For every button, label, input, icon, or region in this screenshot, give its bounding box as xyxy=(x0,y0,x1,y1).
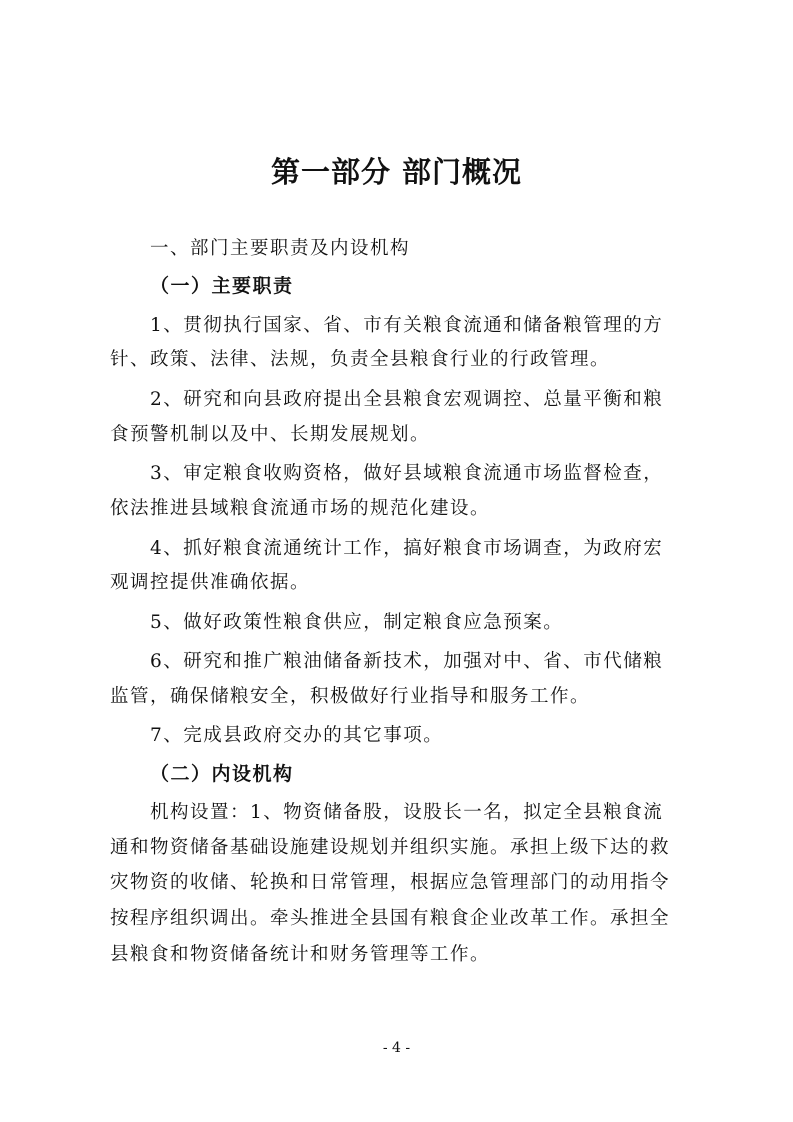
subsection-heading-org: （二）内设机构 xyxy=(150,763,294,785)
duty-6-line-1: 6、研究和推广粮油储备新技术，加强对中、省、市代储粮 xyxy=(150,651,664,672)
subsection-heading-duties: （一）主要职责 xyxy=(150,275,294,297)
duty-2-line-2: 食预警机制以及中、长期发展规划。 xyxy=(110,424,431,445)
org-line-1: 机构设置：1、物资储备股，设股长一名，拟定全县粮食流 xyxy=(150,802,664,823)
duty-4-line-2: 观调控提供准确依据。 xyxy=(110,572,311,593)
duty-6-line-2: 监管，确保储粮安全，积极做好行业指导和服务工作。 xyxy=(110,686,591,707)
org-line-2: 通和物资储备基础设施建设规划并组织实施。承担上级下达的救 xyxy=(110,837,671,858)
duty-3-line-2: 依法推进县域粮食流通市场的规范化建设。 xyxy=(110,498,491,519)
duty-7-line-1: 7、完成县政府交办的其它事项。 xyxy=(150,725,444,746)
duty-2-line-1: 2、研究和向县政府提出全县粮食宏观调控、总量平衡和粮 xyxy=(150,389,664,410)
duty-3-line-1: 3、审定粮食收购资格，做好县域粮食流通市场监督检查， xyxy=(150,463,664,484)
duty-1-line-2: 针、政策、法律、法规，负责全县粮食行业的行政管理。 xyxy=(110,349,611,370)
duty-5-line-1: 5、做好政策性粮食供应，制定粮食应急预案。 xyxy=(150,612,564,633)
org-line-5: 县粮食和物资储备统计和财务管理等工作。 xyxy=(110,944,491,965)
page-title: 第一部分 部门概况 xyxy=(270,155,523,189)
section-heading-1: 一、部门主要职责及内设机构 xyxy=(150,238,411,259)
duty-4-line-1: 4、抓好粮食流通统计工作，搞好粮食市场调查，为政府宏 xyxy=(150,538,664,559)
org-line-3: 灾物资的收储、轮换和日常管理，根据应急管理部门的动用指令 xyxy=(110,872,671,893)
page-number: - 4 - xyxy=(382,1040,411,1056)
duty-1-line-1: 1、贯彻执行国家、省、市有关粮食流通和储备粮管理的方 xyxy=(150,315,664,336)
org-line-4: 按程序组织调出。牵头推进全县国有粮食企业改革工作。承担全 xyxy=(110,908,671,929)
